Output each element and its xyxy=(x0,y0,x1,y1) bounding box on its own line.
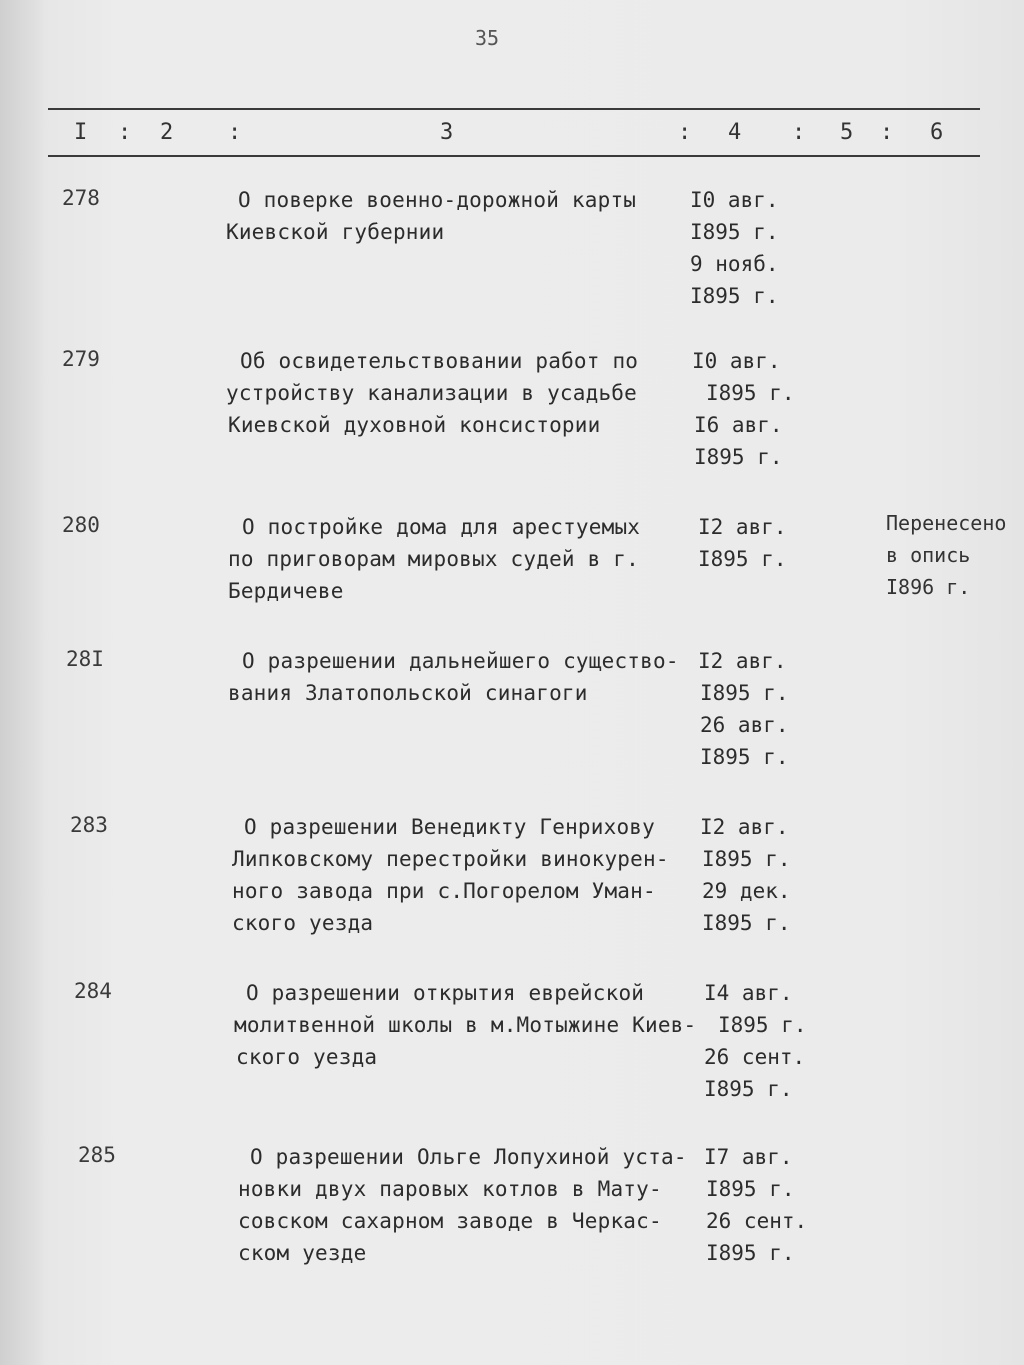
entry-date-line: I895 г. xyxy=(700,681,789,705)
entry-title-line: молитвенной школы в м.Мотыжине Киев- xyxy=(234,1013,697,1037)
entry-date-line: 26 сент. xyxy=(704,1045,806,1069)
entry-title-line: Киевской губернии xyxy=(226,220,445,244)
entry-date-line: I4 авг. xyxy=(704,981,793,1005)
entry-title-line: Бердичеве xyxy=(228,579,344,603)
entry-date-line: 26 авг. xyxy=(700,713,789,737)
column-separator: : xyxy=(792,120,806,145)
column-header-5: 5 xyxy=(840,120,854,145)
entry-date-line: I2 авг. xyxy=(698,515,787,539)
column-header-4: 4 xyxy=(728,120,742,145)
column-separator: : xyxy=(678,120,692,145)
column-header-3: 3 xyxy=(440,120,454,145)
column-header-2: 2 xyxy=(160,120,174,145)
entry-title-line: новки двух паровых котлов в Мату- xyxy=(238,1177,662,1201)
entry-note-line: I896 г. xyxy=(886,575,971,599)
entry-title-line: ского уезда xyxy=(236,1045,378,1069)
entry-date-line: 29 дек. xyxy=(702,879,791,903)
entry-date-line: 9 нояб. xyxy=(690,252,779,276)
entry-title-line: Об освидетельствовании работ по xyxy=(240,349,639,373)
entry-title-line: О разрешении дальнейшего существо- xyxy=(242,649,679,673)
entry-title-line: ного завода при с.Погорелом Уман- xyxy=(232,879,656,903)
entry-number: 278 xyxy=(62,186,100,210)
entry-date-line: I895 г. xyxy=(698,547,787,571)
entry-title-line: ского уезда xyxy=(232,911,374,935)
entry-date-line: I0 авг. xyxy=(692,349,781,373)
entry-number: 285 xyxy=(78,1143,116,1167)
entry-date-line: I2 авг. xyxy=(698,649,787,673)
column-separator: : xyxy=(880,120,894,145)
entry-number: 283 xyxy=(70,813,108,837)
entry-date-line: I895 г. xyxy=(706,1177,795,1201)
entry-title-line: О разрешении Ольге Лопухиной уста- xyxy=(250,1145,687,1169)
entry-number: 279 xyxy=(62,347,100,371)
entry-title-line: О разрешении открытия еврейской xyxy=(246,981,645,1005)
entry-date-line: I895 г. xyxy=(718,1013,807,1037)
entry-note-line: Перенесено xyxy=(886,511,1007,535)
entry-date-line: I895 г. xyxy=(690,220,779,244)
entry-date-line: 26 сент. xyxy=(706,1209,808,1233)
entry-title-line: ском уезде xyxy=(238,1241,367,1265)
entry-date-line: I2 авг. xyxy=(700,815,789,839)
header-bottom-rule xyxy=(48,155,980,157)
entry-title-line: О поверке военно-дорожной карты xyxy=(238,188,637,212)
entry-title-line: совском сахарном заводе в Черкас- xyxy=(238,1209,662,1233)
entry-date-line: I895 г. xyxy=(690,284,779,308)
entry-title-line: устройству канализации в усадьбе xyxy=(226,381,637,405)
entry-title-line: О постройке дома для арестуемых xyxy=(242,515,641,539)
entry-title-line: по приговорам мировых судей в г. xyxy=(228,547,639,571)
entry-date-line: I895 г. xyxy=(702,847,791,871)
entry-date-line: I895 г. xyxy=(700,745,789,769)
entry-title-line: вания Златопольской синагоги xyxy=(228,681,588,705)
entry-date-line: I895 г. xyxy=(706,1241,795,1265)
page-number: 35 xyxy=(475,26,500,50)
entry-title-line: Киевской духовной консистории xyxy=(228,413,601,437)
column-separator: : xyxy=(228,120,242,145)
binding-shadow xyxy=(0,0,46,1365)
entry-note-line: в опись xyxy=(886,543,971,567)
entry-date-line: I895 г. xyxy=(704,1077,793,1101)
entry-date-line: I0 авг. xyxy=(690,188,779,212)
entry-number: 284 xyxy=(74,979,112,1003)
entry-title-line: О разрешении Венедикту Генрихову xyxy=(244,815,655,839)
entry-number: 28I xyxy=(66,647,104,671)
entry-number: 280 xyxy=(62,513,100,537)
entry-date-line: I7 авг. xyxy=(704,1145,793,1169)
header-top-rule xyxy=(48,108,980,110)
entry-date-line: I895 г. xyxy=(694,445,783,469)
column-separator: : xyxy=(118,120,132,145)
entry-date-line: I895 г. xyxy=(706,381,795,405)
column-header-6: 6 xyxy=(930,120,944,145)
entry-title-line: Липковскому перестройки винокурен- xyxy=(232,847,669,871)
column-header-1: I xyxy=(74,120,88,145)
entry-date-line: I6 авг. xyxy=(694,413,783,437)
entry-date-line: I895 г. xyxy=(702,911,791,935)
